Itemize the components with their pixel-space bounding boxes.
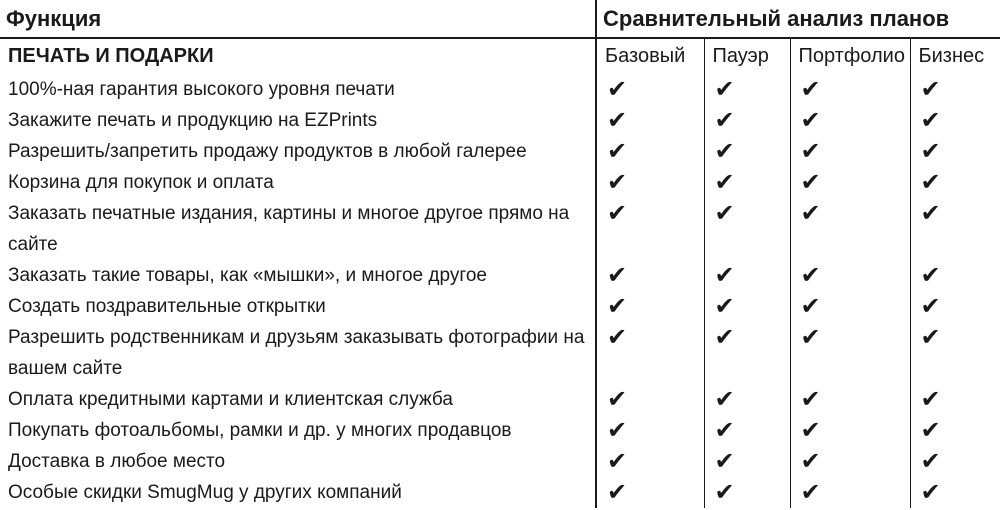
checkmark-icon-business: ✔ — [910, 291, 1000, 322]
feature-label: Заказать такие товары, как «мышки», и многое другое — [0, 260, 596, 291]
table-row — [0, 74, 1000, 105]
plan-name-business: Бизнес — [910, 38, 1000, 74]
checkmark-icon-power: ✔ — [704, 415, 790, 446]
checkmark-icon-business: ✔ — [910, 384, 1000, 415]
table-row — [0, 260, 1000, 291]
table-row — [0, 291, 1000, 322]
table-row — [0, 198, 1000, 260]
checkmark-icon-power: ✔ — [704, 291, 790, 322]
checkmark-icon-basic: ✔ — [596, 291, 704, 322]
checkmark-icon-portfolio: ✔ — [790, 446, 910, 477]
checkmark-icon-power: ✔ — [704, 384, 790, 415]
checkmark-icon-portfolio: ✔ — [790, 136, 910, 167]
section-header-row — [0, 38, 1000, 74]
checkmark-icon-basic: ✔ — [596, 446, 704, 477]
checkmark-icon-business: ✔ — [910, 198, 1000, 260]
checkmark-icon-basic: ✔ — [596, 477, 704, 508]
checkmark-icon-portfolio: ✔ — [790, 384, 910, 415]
checkmark-icon-power: ✔ — [704, 74, 790, 105]
feature-label: Заказать печатные издания, картины и многое другое прямо на сайте — [0, 198, 596, 260]
feature-label: Разрешить/запретить продажу продуктов в любой галерее — [0, 136, 596, 167]
checkmark-icon-power: ✔ — [704, 322, 790, 384]
checkmark-icon-portfolio: ✔ — [790, 477, 910, 508]
feature-column-header: Функция — [0, 0, 596, 38]
checkmark-icon-business: ✔ — [910, 74, 1000, 105]
checkmark-icon-portfolio: ✔ — [790, 291, 910, 322]
section-title: ПЕЧАТЬ И ПОДАРКИ — [0, 38, 596, 74]
plan-name-power: Пауэр — [704, 38, 790, 74]
checkmark-icon-portfolio: ✔ — [790, 74, 910, 105]
table-row — [0, 322, 1000, 384]
checkmark-icon-portfolio: ✔ — [790, 415, 910, 446]
feature-label: Разрешить родственникам и друзьям заказывать фотографии на вашем сайте — [0, 322, 596, 384]
table-row — [0, 415, 1000, 446]
checkmark-icon-power: ✔ — [704, 105, 790, 136]
plan-comparison-header: Сравнительный анализ планов — [596, 0, 1000, 38]
checkmark-icon-power: ✔ — [704, 446, 790, 477]
checkmark-icon-business: ✔ — [910, 167, 1000, 198]
feature-label: Корзина для покупок и оплата — [0, 167, 596, 198]
checkmark-icon-power: ✔ — [704, 477, 790, 508]
checkmark-icon-business: ✔ — [910, 260, 1000, 291]
table-row — [0, 446, 1000, 477]
checkmark-icon-portfolio: ✔ — [790, 198, 910, 260]
table-row — [0, 136, 1000, 167]
checkmark-icon-power: ✔ — [704, 260, 790, 291]
checkmark-icon-portfolio: ✔ — [790, 260, 910, 291]
checkmark-icon-basic: ✔ — [596, 74, 704, 105]
table-row — [0, 105, 1000, 136]
checkmark-icon-business: ✔ — [910, 322, 1000, 384]
feature-rows — [0, 74, 1000, 508]
feature-label: Особые скидки SmugMug у других компаний — [0, 477, 596, 508]
checkmark-icon-business: ✔ — [910, 415, 1000, 446]
feature-label: Создать поздравительные открытки — [0, 291, 596, 322]
checkmark-icon-basic: ✔ — [596, 415, 704, 446]
table-row — [0, 477, 1000, 508]
plan-name-portfolio: Портфолио — [790, 38, 910, 74]
checkmark-icon-power: ✔ — [704, 198, 790, 260]
checkmark-icon-business: ✔ — [910, 136, 1000, 167]
checkmark-icon-power: ✔ — [704, 136, 790, 167]
feature-label: 100%-ная гарантия высокого уровня печати — [0, 74, 596, 105]
checkmark-icon-basic: ✔ — [596, 167, 704, 198]
checkmark-icon-basic: ✔ — [596, 384, 704, 415]
feature-label: Оплата кредитными картами и клиентская служба — [0, 384, 596, 415]
checkmark-icon-basic: ✔ — [596, 198, 704, 260]
checkmark-icon-business: ✔ — [910, 446, 1000, 477]
checkmark-icon-power: ✔ — [704, 167, 790, 198]
table-row — [0, 167, 1000, 198]
checkmark-icon-portfolio: ✔ — [790, 105, 910, 136]
feature-label: Доставка в любое место — [0, 446, 596, 477]
checkmark-icon-basic: ✔ — [596, 136, 704, 167]
table-row — [0, 384, 1000, 415]
checkmark-icon-basic: ✔ — [596, 260, 704, 291]
checkmark-icon-basic: ✔ — [596, 322, 704, 384]
checkmark-icon-portfolio: ✔ — [790, 167, 910, 198]
table-header-row — [0, 0, 1000, 38]
feature-label: Закажите печать и продукцию на EZPrints — [0, 105, 596, 136]
checkmark-icon-business: ✔ — [910, 477, 1000, 508]
checkmark-icon-portfolio: ✔ — [790, 322, 910, 384]
checkmark-icon-basic: ✔ — [596, 105, 704, 136]
plan-name-basic: Базовый — [596, 38, 704, 74]
feature-label: Покупать фотоальбомы, рамки и др. у многих продавцов — [0, 415, 596, 446]
checkmark-icon-business: ✔ — [910, 105, 1000, 136]
